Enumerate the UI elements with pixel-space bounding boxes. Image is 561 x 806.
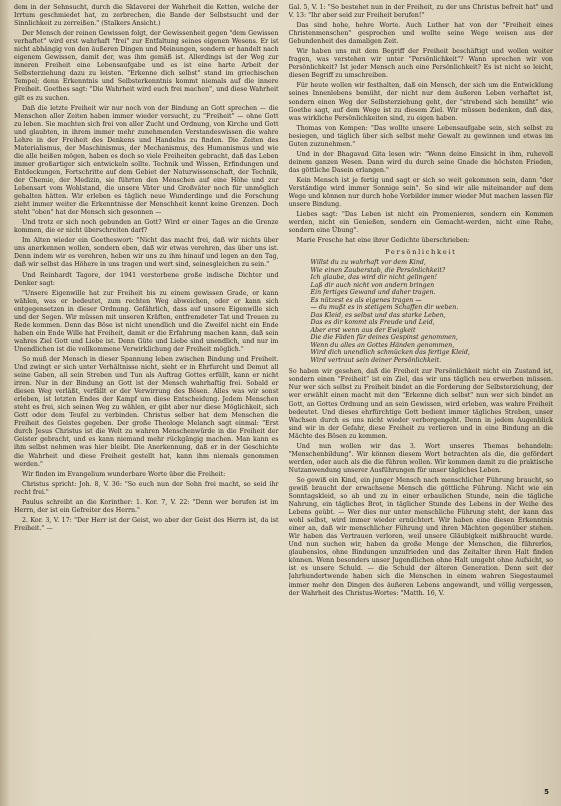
poem-line: Ein fertiges Gewand und daher tragen. bbox=[310, 289, 436, 297]
paragraph: Christus spricht: Joh. 8, V. 36: "So euch nun der Sohn frei macht, so seid ihr recht frei." bbox=[14, 480, 279, 496]
paragraph: Und Reinhardt Tagore, der 1941 verstorbene große indische Dichter und Denker sagt: bbox=[14, 271, 279, 287]
poem-line: Es nützest es als eigenes tragen — bbox=[310, 296, 422, 304]
paragraph: dem in der Sehnsucht, durch die Sklaverei der Wahrheit die Ketten, welche der Irrtum geschmiedet hat, zu zerbrechen, die Bande der Selbstsucht und der Sinnlichkeit zu zerreißen." (Stalkers Ansicht.) bbox=[14, 4, 279, 28]
poem-line: Willst du zu wahrhaft vor dem Kind, bbox=[310, 259, 426, 267]
paragraph: Im Alten wieder ein Goetheswort: "Nicht das macht frei, daß wir nichts über uns anerkennen wollen, sondern eben, daß wir etwas verehren, das über uns ist. Denn indem wir es verehren, heben wir uns zu ihm hinauf und legen an den Tag, daß wir selbst das Höhere in uns tragen und wert sind, seinesgleichen zu sein." bbox=[14, 237, 279, 269]
paragraph: Und in der Bhagavad Gita lesen wir: "Wenn deine Einsicht in ihm, ruhevoll deinem ganzen Wesen. Dann wird du durch seine Gnade die höchsten Frieden, das göttliche Dasein erlangen." bbox=[288, 150, 553, 174]
paragraph: 2. Kor. 3, V. 17: "Der Herr ist der Geist, wo aber der Geist des Herrn ist, da ist Freiheit." — bbox=[14, 516, 279, 532]
paragraph: Paulus schreibt an die Korinther: 1. Kor. 7, V. 22: "Denn wer berufen ist im Herrn, der ist ein Gefreiter des Herrn." bbox=[14, 498, 279, 514]
paragraph: Wir haben uns mit dem Begriff der Freiheit beschäftigt und wollen weiter fragen, was verstehen wir unter "Persönlichkeit"? Wann sprechen wir von Persönlichkeit? Ist jeder Mensch auch eine Persönlichkeit? Es ist nicht so leicht, diesen Begriff zu umschreiben. bbox=[288, 48, 553, 80]
poem-line: Das es dir kommt als Freude und Leid, bbox=[310, 319, 435, 327]
right-column-intro bbox=[289, 4, 554, 245]
paragraph: Marie Fresche hat eine ihrer Gedichte überschrieben: bbox=[296, 237, 470, 245]
poem-line: Das Kleid, es selbst und das starke Leben, bbox=[310, 311, 446, 319]
paragraph: Liebes sagt: "Das Leben ist nicht ein Promenieren, sondern ein Kommen werden, nicht ein Genießen, sondern ein Gemacht-werden, nicht eine Ruhe, sondern eine Übung". bbox=[288, 211, 553, 235]
paragraph: Der Mensch der reinen Gewissen folgt, der Gewissenheit gegen "dem Gewissen verhaftet" wird erst wahrhaft "frei" zur Entfaltung seines eigenen Wesens. Er ist nicht abhängig von den äußeren Dingen und Meinungen, sondern er handelt nach eigenem Gewissen, damit der, was ihm gemäß ist. Allerdings ist der Weg zur inneren Freiheit eine Lebensaufgabe und es ist eine harte Arbeit der Selbsterziehung dazu zu leisten. "Erkenne dich selbst" stand im griechischen Tempel; denn Erkenntnis und Selbsterkenntnis kommt niemals auf die innere Freiheit. Goethes sagt: "Die Wahrheit wird euch frei machen", und diese Wahrheit gilt es zu suchen. bbox=[14, 30, 279, 102]
fold-shadow bbox=[0, 0, 10, 806]
paragraph: Und trotz er sich noch gebunden an Gott? Wird er einer Tages an die Grenze kommen, die er nicht überschreiten darf? bbox=[14, 219, 279, 235]
poem bbox=[289, 259, 554, 364]
right-column-continuation bbox=[289, 368, 554, 597]
poem-line: Aber erst wenn aus der Ewigkeit bbox=[310, 326, 416, 334]
poem-line: Wenn du alles an Gottes Händen genommen, bbox=[310, 341, 455, 349]
page-number: 5 bbox=[544, 788, 549, 796]
paragraph: Das sind hohe, hehre Worte. Auch Luther hat von der "Freiheit eines Christenmenschen" gesprochen und wollte seine Wege weisen aus der Gebundenheit des damaligen Zeit. bbox=[288, 22, 553, 46]
paragraph: Thomas von Kempen: "Das wollte unsere Lebensaufgabe sein, sich selbst zu besiegen, und täglich über sich selbst mehr Gewalt zu gewinnen und etwas im Guten zuzunehmen." bbox=[288, 124, 553, 148]
right-column bbox=[289, 4, 554, 790]
paragraph: So gewiß ein Kind, ein junger Mensch nach menschlicher Führung braucht, so gewiß braucht der erwachsene Mensch die göttliche Führung. Nicht wie ein Sonntagskleid, so ab und zu in einer erbaulichen Stunde, nein die tägliche Nahrung, ein tägliches Brot, in täglicher Stunde des Lebens in der Weihe des Lebens geübt. — Wer dies nur unter menschliche Führung steht, der kann das wohl selbst, wird immer wieder ernüchtert. Wir haben eine diesen Erkenntnis einer an, daß wir menschlicher Führung und ihren Mächten gegenüber stehen. Wir haben das Vertrauen verloren, weil unsere Gläubigkeit mißbraucht wurde. Und nun suchen wir, haben da große Menge der Menschen, die führerlos, glaubenslos, ohne Bindungen unzufrieden und das Zeitalter ihren Halt finden können. Wenn besonders unser Jugendlichen ohne Halt umgeht ohne Aufsicht, so ist es unsere Schuld. — die Schuld der älteren Generation. Denn seit der Jahrhundertwende haben sich die Menschen in einem wahren Siegestaumel immer mehr den Dingen des äußeren Lebens angewandt, und völlig vergessen, der Wahrheit des Christus-Wortes: "Matth. 16, V. bbox=[288, 476, 553, 597]
paragraph: Kein Mensch ist je fertig und sagt er sich so weit gekommen sein, dann "der Verständige wird immer Sonnige sein". So sind wir alle miteinander auf dem Wege und können nur durch hohe Vorbilder immer wieder Mut machen lassen für unsere Bindung. bbox=[288, 176, 553, 209]
paragraph: Wir finden im Evangelium wunderbare Worte über die Freiheit: bbox=[22, 470, 226, 478]
paragraph: Und nun wollen wir das 3. Wort unseres Themas behandeln: "Menschenbildung". Wir können diesem Wort betrachten als die, die gefördert werden, oder auch als die die führen wollen. Wir kommen damit zu die praktische Nutzanwendung unserer Ausführungen für unser tägliches Leben. bbox=[288, 442, 553, 474]
poem-line: Wird dich unendlich schmücken das fertige Kleid, bbox=[310, 349, 470, 357]
poem-line: Wie einen Zauberstab, die Persönlichkeit? bbox=[310, 266, 446, 274]
poem-line: Ich glaube, das wird dir nicht gelingen! bbox=[310, 274, 438, 282]
paragraph: Für heute wollen wir festhalten, daß ein Mensch, der sich um die Entwicklung seines Innenlebens bemüht, der nicht nur dem äußeren Leben verhaftet ist, sondern einen Weg der Selbsterziehung geht, der "strebend sich bemüht" wie Goethe sagt, auf dem Wege ist zu diesem Ziel. Wir müssen bedenken, daß das, was wirkliche Persönlichkeiten sind, zu eigen haben. bbox=[288, 82, 553, 122]
text-columns bbox=[14, 4, 553, 790]
poem-line: Laß dir auch nicht von andern bringen bbox=[310, 281, 435, 289]
left-column bbox=[14, 4, 279, 790]
paragraph: Daß die letzte Freiheit wir nur noch von der Bindung an Gott sprechen — die Menschen aller Zeiten haben immer wieder versucht, zu "Freiheit" — ohne Gott zu leben. Sie machten sich frei von aller Zucht und Ordnung, von Kirche und Gott und glaubten, in ihrem immer mehr zunehmenden Verstandeswissen die wahre Lehre in der Freiheit des Denkens und Handelns zu finden. Die Zeiten des Materialismus, der Maschinismus, der Mechanismus, des Humanismus und wie die alle heißen mögen, haben es doch so viele Freiheiten gebracht, daß das Leben immer großartiger sich entwickeln sollte. Technik und Wissen, Erfindungen und Entdeckungen, Fortschritte auf dem Gebiet der Naturwissenschaft, der Technik, der Chemie, der Medizin, sie führten den Menschen auf eine Höhe und zur Lebensart vom Wohlstand, die unsere Väter und Großväter noch für unmöglich gehalten hätten. Wir erleben es täglich neue Wunderdinge und die Forschung zieht immer weiter die Erkenntnisse der Menschheit kennt keine Grenzen. Doch steht "oben" hat der Mensch sich gesonnen — bbox=[14, 104, 279, 217]
poem-line: — du mußt es in stetigem Schaffen dir weben. bbox=[310, 304, 459, 312]
paragraph: "Unsere Eigenwille hat zur Freiheit bis zu einem gewissen Grade, er kann wählen, was er bedeutet, zum rechten Weg abweichen, oder er kann sich entgegensetzen in dieser Ordnung. Gefährlich, dass auf unsere Eigenwille sich und der Segen. Wir müssen mit unseren Kräften, entfremdeter Tat und Treuen zu Rede kommen. Denn das Böse ist nicht unendlich und die Zweifel nicht ein Ende haben ein Ende Wille hat Freiheit, damit er die Erfahrung machen kann, daß sein wahres Ziel Gott und Liebe ist. Denn Güte und Liebe sind unendlich, und nur im Unendlichen ist die vollkommene Verwirklichung der Freiheit möglich." bbox=[14, 289, 279, 353]
paragraph: So haben wir gesehen, daß die Freiheit zur Persönlichkeit nicht ein Zustand ist, sondern einen "Freiheit" ist ein Ziel, das wir uns täglich neu erwerben müssen. Nur wer sich selbst zu Freiheit bindet an die Forderung der Selbsterziehung, der wer erwählt einen macht mit den "Erkenne dich selbst" nun wer sich bindet an Gott, an Gottes Ordnung und an sein Gewissen, wird erleben, was wahre Freiheit bedeutet. Und dieses ehrfürchtige Gott bedient immer tägliches Streben, unser Wachsen durch es uns nicht wieder verborgengeht. Denn in jedem Augenblick sind wir in der Gefahr, diese Freiheit zu verlieren und in eine Bindung an die Mächte des Bösen zu kommen. bbox=[288, 368, 553, 440]
paragraph: So muß der Mensch in dieser Spannung leben zwischen Bindung und Freiheit. Und zwingt er sich unter Verhältnisse nicht, sieht er in Ehrfurcht und Demut all seine Gaben, all sein Streben und Tun als Auftrag Gottes erfüllt, kann er nicht irren. Nur in der Bindung an Gott ist der Mensch wahrhaftig frei. Sobald er diesen Weg verläßt, verfällt er der Verwirrung des Bösen. Alles was wir sonst erleben, ist letzten Endes der Kampf um diese Entscheidung. Jedem Menschen steht es frei, sich seinen Weg zu wählen, er gibt aber nur diese Möglichkeit, sich Gott oder dem Teufel zu verbinden. Christus selber hat dem Menschen die Freiheit des Geistes gegeben. Der große Theologe Melanch sagt einmal: "Erst durch Jesus Christus ist die Welt zu wahren Menschenwürde in die Freiheit der Geister gebracht, und es kann niemand mehr rückgängig machen. Man kann es ihm selbst nehmen was hier bleibt. Die Anerkennung, daß er in der Geschichte die Wahrheit und diese Freiheit gestellt hat, kann ihm niemals genommen werden." bbox=[14, 355, 279, 468]
poem-line: Wird vertraut sein deiner Persönlichkeit. bbox=[310, 356, 442, 364]
poem-title: Persönlichkeit bbox=[385, 248, 457, 257]
poem-line: Die die Fäden für deines Gespinst genommen, bbox=[310, 334, 458, 342]
paragraph: Gal. 5, V. 1: "So bestehet nun in der Freiheit, zu der uns Christus befreit hat" und V. 13: "Ihr aber seid zur Freiheit berufen!" bbox=[288, 4, 553, 20]
